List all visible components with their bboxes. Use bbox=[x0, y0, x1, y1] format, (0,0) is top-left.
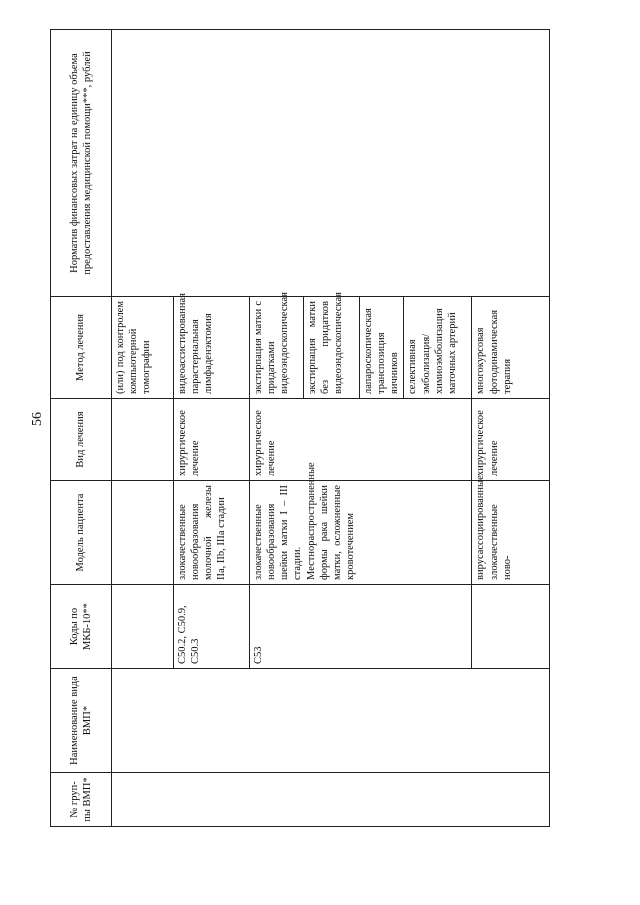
treatment-type-cell bbox=[112, 399, 174, 481]
header-group-no: № груп-пы ВМП* bbox=[51, 773, 112, 827]
rotated-table-area bbox=[50, 30, 550, 827]
vmp-name-cell bbox=[112, 669, 550, 773]
treatment-method-cell: многокурсовая фотодинамическая терапия bbox=[472, 297, 550, 399]
icd-codes-cell: C50.2, C50.9, C50.3 bbox=[174, 585, 250, 669]
treatment-type-cell: хирургическое лечение bbox=[250, 399, 472, 481]
patient-model-cell bbox=[112, 481, 174, 585]
header-icd-codes: Коды по МКБ-10** bbox=[51, 585, 112, 669]
icd-codes-cell bbox=[472, 585, 550, 669]
treatment-table bbox=[50, 29, 550, 827]
header-treatment-type: Вид лечения bbox=[51, 399, 112, 481]
treatment-method-cell: видеоассистированная парастернальная лимфаденэктомия bbox=[174, 297, 250, 399]
treatment-type-cell: хирургическое лечение bbox=[472, 399, 550, 481]
treatment-type-cell: хирургическое лечение bbox=[174, 399, 250, 481]
header-patient-model: Модель пациента bbox=[51, 481, 112, 585]
table-row bbox=[112, 30, 174, 827]
header-treatment-method: Метод лечения bbox=[51, 297, 112, 399]
group-no-cell bbox=[112, 773, 550, 827]
financial-norm-cell bbox=[112, 30, 550, 297]
page-number: 56 bbox=[30, 412, 45, 426]
patient-model-cell: вирусассоциированные злокачественные ново- bbox=[472, 481, 550, 585]
icd-codes-cell: C53 bbox=[250, 585, 472, 669]
treatment-method-cell: экстирпация матки с придатками видеоэндоскопическая bbox=[250, 297, 304, 399]
treatment-method-cell: селективная эмболизация/химиоэмболизация маточных артерий bbox=[404, 297, 472, 399]
header-financial-norm: Норматив финансовых затрат на единицу объема предоставления медицинской помощи***, рублей bbox=[51, 30, 112, 297]
patient-model-cell: злокачественные новообразования молочной железы IIa, IIb, IIIa стадии bbox=[174, 481, 250, 585]
treatment-method-cell: лапароскопическая транспозиция яичников bbox=[360, 297, 404, 399]
header-vmp-name: Наименование вида ВМП* bbox=[51, 669, 112, 773]
patient-model-cell: злокачественные новообразования шейки матки I – III стадии. Местнораспространенные формы рака шейки матки, осложненные кровотечением bbox=[250, 481, 472, 585]
header-row bbox=[51, 30, 112, 827]
icd-codes-cell bbox=[112, 585, 174, 669]
treatment-method-cell: экстирпация матки без придатков видеоэндоскопическая bbox=[304, 297, 360, 399]
treatment-method-cell: (или) под контролем компьютерной томографии bbox=[112, 297, 174, 399]
